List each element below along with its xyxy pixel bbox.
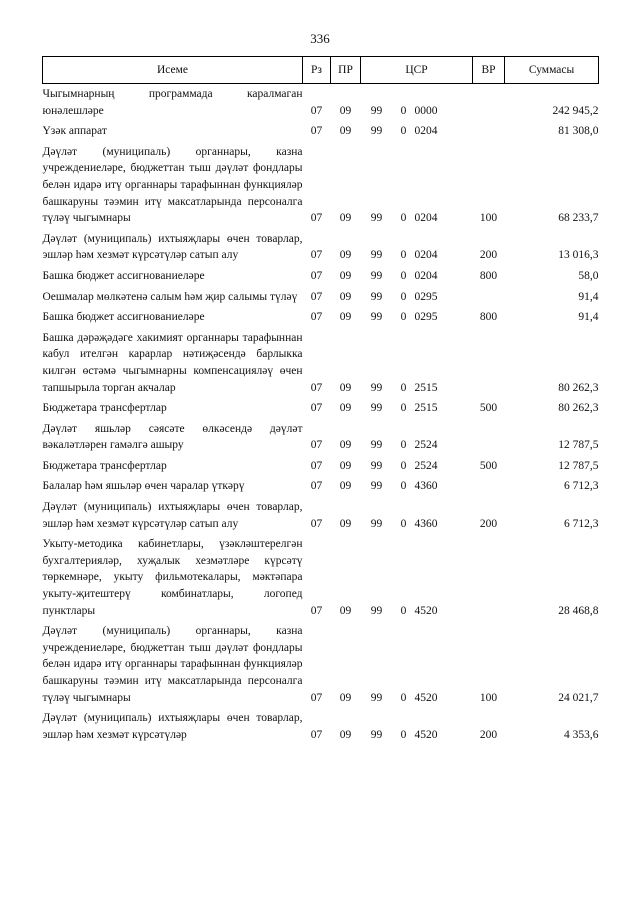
row-csr-code: 2515	[414, 381, 438, 394]
row-name: Башка бюджет ассигнованиеләре	[42, 311, 205, 324]
row-pr: 09	[339, 517, 352, 530]
row-csr-sub: 0	[400, 604, 407, 617]
row-name: Үзәк аппарат	[42, 125, 107, 138]
row-vr	[473, 534, 505, 621]
row-vr	[473, 476, 505, 497]
row-pr: 09	[339, 290, 352, 303]
row-csr-program: 99	[370, 439, 383, 452]
row-csr-program: 99	[370, 691, 383, 704]
row-name: Оешмалар мөлкәтенә салым һәм җир салымы түләү	[42, 290, 298, 303]
table-row	[43, 121, 599, 142]
row-csr-sub: 0	[400, 691, 407, 704]
row-rz: 07	[310, 104, 323, 117]
row-pr: 09	[339, 311, 352, 324]
row-name: Бюджетара трансфертлар	[42, 459, 167, 472]
row-csr-program: 99	[370, 480, 383, 493]
header-pr: ПР	[331, 57, 361, 84]
row-rz: 07	[310, 290, 323, 303]
row-csr-code: 2524	[414, 439, 438, 452]
row-csr-code: 0204	[414, 125, 438, 138]
row-rz: 07	[310, 517, 323, 530]
row-name: Дәүләт (муниципаль) органнары, казна учреждениеләре, бюджеттан тыш дәүләт фондлары белән идарә итү органнары тарафыннан функцияләр башкаруны тәэмин итү максатларында персоналга түләү чыгымнары	[42, 625, 303, 704]
header-sum: Суммасы	[505, 57, 599, 84]
row-vr: 200	[479, 517, 498, 530]
row-name: Дәүләт (муниципаль) ихтыяҗлары өчен товарлар, эшләр һәм хезмәт күрсәтүләр	[42, 712, 303, 741]
row-sum: 242 945,2	[552, 104, 599, 117]
row-rz: 07	[310, 269, 323, 282]
row-sum: 80 262,3	[558, 381, 599, 394]
row-vr: 200	[479, 249, 498, 262]
row-csr-sub: 0	[400, 439, 407, 452]
row-rz: 07	[310, 249, 323, 262]
row-rz: 07	[310, 459, 323, 472]
row-csr-program: 99	[370, 212, 383, 225]
row-csr-program: 99	[370, 290, 383, 303]
row-csr-program: 99	[370, 249, 383, 262]
table-row	[43, 476, 599, 497]
row-csr-program: 99	[370, 517, 383, 530]
row-csr-code: 0204	[414, 249, 438, 262]
row-csr-code: 4360	[414, 480, 438, 493]
row-vr	[473, 419, 505, 456]
row-csr-code: 0204	[414, 269, 438, 282]
row-vr: 500	[479, 402, 498, 415]
row-csr-program: 99	[370, 104, 383, 117]
row-csr-sub: 0	[400, 381, 407, 394]
row-pr: 09	[339, 269, 352, 282]
table-row	[43, 419, 599, 456]
row-csr-program: 99	[370, 381, 383, 394]
row-vr: 800	[479, 311, 498, 324]
row-csr-code: 4520	[414, 728, 438, 741]
row-rz: 07	[310, 381, 323, 394]
row-csr-code: 0295	[414, 290, 438, 303]
table-row	[43, 142, 599, 229]
row-csr-code: 4520	[414, 691, 438, 704]
header-vr: ВР	[473, 57, 505, 84]
row-sum: 91,4	[578, 290, 599, 303]
row-csr-sub: 0	[400, 125, 407, 138]
row-sum: 80 262,3	[558, 402, 599, 415]
row-csr-sub: 0	[400, 480, 407, 493]
row-pr: 09	[339, 604, 352, 617]
row-name: Дәүләт яшьләр сәясәте өлкәсендә дәүләт вәкаләтләрен гамәлгә ашыру	[42, 422, 303, 452]
row-csr-sub: 0	[400, 249, 407, 262]
row-rz: 07	[310, 439, 323, 452]
row-sum: 81 308,0	[558, 125, 599, 138]
row-sum: 13 016,3	[558, 249, 599, 262]
row-csr-sub: 0	[400, 212, 407, 225]
row-name: Бюджетара трансфертлар	[42, 402, 167, 415]
row-csr-program: 99	[370, 604, 383, 617]
row-csr-program: 99	[370, 728, 383, 741]
row-csr-sub: 0	[400, 104, 407, 117]
row-vr	[473, 84, 505, 122]
row-csr-program: 99	[370, 459, 383, 472]
row-csr-code: 0295	[414, 311, 438, 324]
row-csr-code: 2524	[414, 459, 438, 472]
table-row	[43, 307, 599, 328]
row-sum: 4 353,6	[564, 728, 599, 741]
table-row	[43, 328, 599, 398]
table-row	[43, 84, 599, 122]
row-sum: 6 712,3	[564, 517, 599, 530]
header-rz: Рз	[303, 57, 331, 84]
row-pr: 09	[339, 212, 352, 225]
row-csr-code: 0204	[414, 212, 438, 225]
table-row	[43, 229, 599, 266]
row-csr-code: 0000	[414, 104, 438, 117]
row-sum: 91,4	[578, 311, 599, 324]
header-csr: ЦСР	[361, 57, 473, 84]
table-row	[43, 456, 599, 477]
row-csr-program: 99	[370, 402, 383, 415]
row-vr	[473, 121, 505, 142]
row-csr-sub: 0	[400, 269, 407, 282]
row-rz: 07	[310, 402, 323, 415]
row-csr-sub: 0	[400, 402, 407, 415]
row-name: Дәүләт (муниципаль) ихтыяҗлары өчен товарлар, эшләр һәм хезмәт күрсәтүләр сатып алу	[42, 501, 303, 530]
row-csr-sub: 0	[400, 311, 407, 324]
row-csr-sub: 0	[400, 517, 407, 530]
row-name: Дәүләт (муниципаль) органнары, казна учреждениеләре, бюджеттан тыш дәүләт фондлары белән идарә итү органнары тарафыннан функцияләр башкаруны тәэмин итү максатларында персоналга түләү чыгымнары	[42, 145, 303, 225]
row-pr: 09	[339, 480, 352, 493]
row-sum: 6 712,3	[564, 480, 599, 493]
row-vr: 100	[479, 691, 498, 704]
row-vr	[473, 287, 505, 308]
row-rz: 07	[310, 125, 323, 138]
row-sum: 12 787,5	[558, 459, 599, 472]
row-pr: 09	[339, 249, 352, 262]
row-name: Башка дәрәҗәдәге хакимият органнары тарафыннан кабул ителгән карарлар нәтиҗәсендә барлыкка килгән өстәмә чыгымнарны компенсацияләү өчен тапшырыла торган акчалар	[42, 331, 303, 394]
row-vr: 500	[479, 459, 498, 472]
row-rz: 07	[310, 604, 323, 617]
row-csr-code: 2515	[414, 402, 438, 415]
row-pr: 09	[339, 125, 352, 138]
table-row	[43, 398, 599, 419]
row-pr: 09	[339, 439, 352, 452]
row-pr: 09	[339, 459, 352, 472]
table-row	[43, 708, 599, 745]
page-number: 336	[310, 31, 330, 46]
table-row	[43, 534, 599, 621]
row-sum: 24 021,7	[558, 691, 599, 704]
row-csr-program: 99	[370, 269, 383, 282]
row-pr: 09	[339, 104, 352, 117]
row-csr-code: 4360	[414, 517, 438, 530]
row-pr: 09	[339, 691, 352, 704]
row-rz: 07	[310, 691, 323, 704]
row-sum: 28 468,8	[558, 604, 599, 617]
row-sum: 12 787,5	[558, 439, 599, 452]
row-name: Укыту-методика кабинетлары, үзәкләштерелгән бухгалтерияләр, хуҗалык хезмәтләре күрсәтү төркемнәре, укыту фильмотекалары, мәктәпара укыту-җитештерү комбинатлары, логопед пунктлары	[42, 538, 303, 617]
row-rz: 07	[310, 480, 323, 493]
row-name: Дәүләт (муниципаль) ихтыяҗлары өчен товарлар, эшләр һәм хезмәт күрсәтүләр сатып алу	[42, 232, 303, 262]
row-rz: 07	[310, 728, 323, 741]
row-pr: 09	[339, 402, 352, 415]
budget-table	[42, 56, 599, 745]
row-csr-program: 99	[370, 311, 383, 324]
row-csr-sub: 0	[400, 728, 407, 741]
row-csr-sub: 0	[400, 290, 407, 303]
row-vr: 200	[479, 728, 498, 741]
row-name: Башка бюджет ассигнованиеләре	[42, 269, 205, 282]
row-sum: 58,0	[578, 269, 599, 282]
row-csr-program: 99	[370, 125, 383, 138]
row-pr: 09	[339, 381, 352, 394]
row-vr: 100	[479, 212, 498, 225]
header-name: Исеме	[43, 57, 303, 84]
row-pr: 09	[339, 728, 352, 741]
row-rz: 07	[310, 311, 323, 324]
row-vr: 800	[479, 269, 498, 282]
row-vr	[473, 328, 505, 398]
row-name: Балалар һәм яшьләр өчен чаралар үткәрү	[42, 480, 245, 493]
table-row	[43, 287, 599, 308]
table-row	[43, 621, 599, 708]
row-csr-code: 4520	[414, 604, 438, 617]
row-rz: 07	[310, 212, 323, 225]
table-row	[43, 497, 599, 534]
row-sum: 68 233,7	[558, 212, 599, 225]
row-name: Чыгымнарның программада каралмаган юнәлешләре	[42, 88, 303, 117]
row-csr-sub: 0	[400, 459, 407, 472]
table-body	[43, 84, 599, 746]
table-header-row	[43, 57, 599, 84]
table-row	[43, 266, 599, 287]
